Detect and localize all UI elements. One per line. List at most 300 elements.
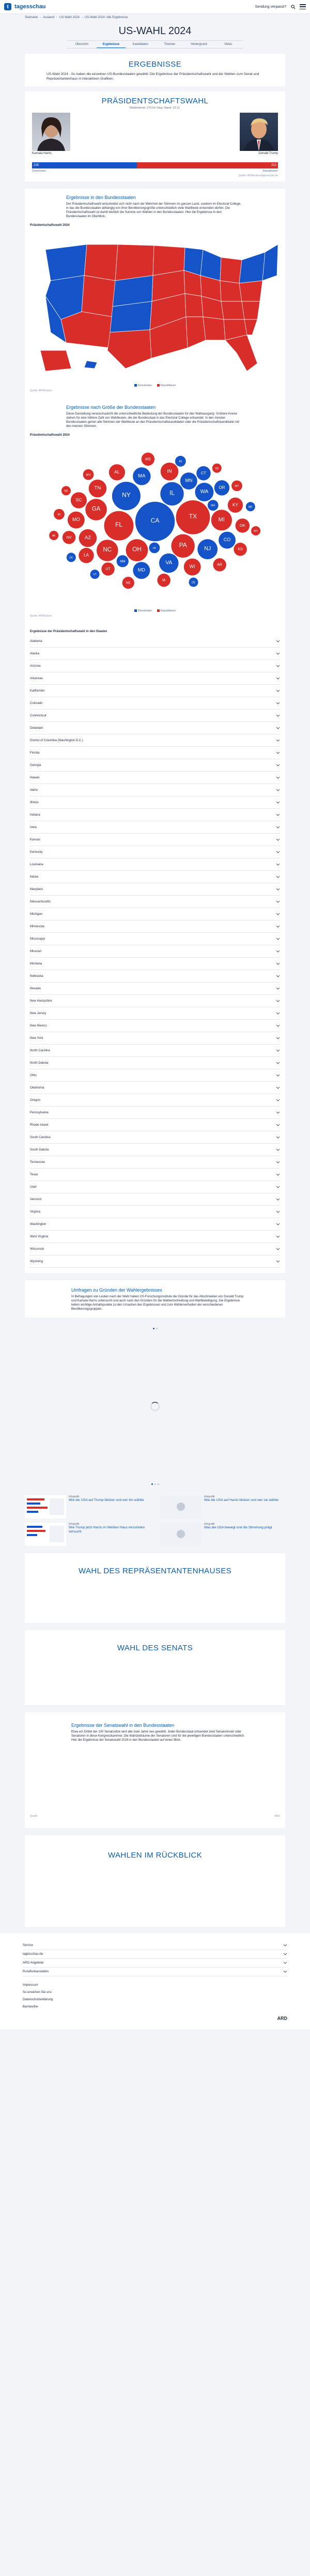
slider-dot[interactable] <box>154 1483 156 1485</box>
state-accordion-row[interactable] <box>30 1144 280 1156</box>
rep-candidate-name: Donald Trump <box>258 152 278 155</box>
senat-heading: WAHL DES SENATS <box>117 1644 193 1652</box>
state-bubble-label: VT <box>93 573 97 577</box>
footer-link-datenschutz[interactable]: Datenschutzerklärung <box>23 1998 53 2001</box>
breadcrumb-separator: › <box>40 16 41 19</box>
chevron-down-icon[interactable] <box>276 726 280 730</box>
slider-dot-active[interactable] <box>153 1328 154 1329</box>
chevron-down-icon[interactable] <box>283 1952 287 1956</box>
state-accordion-row[interactable] <box>30 1243 280 1255</box>
chevron-down-icon[interactable] <box>276 788 280 792</box>
state-name: Missouri <box>30 949 42 953</box>
state-accordion-row[interactable] <box>30 846 280 858</box>
state-name: Wyoming <box>30 1260 43 1263</box>
state-accordion-row[interactable] <box>30 1119 280 1131</box>
teaser-kicker: Infografik <box>69 1523 80 1526</box>
praesidentschaftswahl-subline: Wahlmänner, 270 für Sieg, Stand: 12.11. <box>129 106 181 110</box>
state-name: Vermont <box>30 1198 42 1201</box>
state-bubble-label: FL <box>115 521 123 529</box>
senat-card <box>25 1630 285 1705</box>
ard-logo[interactable]: ARD <box>277 2016 287 2021</box>
state-bubble-label: NM <box>120 559 126 563</box>
senat-chart-area <box>30 1742 280 1815</box>
repraesentantenhaus-widget-area <box>25 1587 285 1623</box>
groesse-title: Ergebnisse nach Größe der Bundesstaaten <box>66 405 156 410</box>
teaser-title[interactable]: Wie Trump jetzt Harris im Weißen Haus einzuholen versucht <box>69 1526 145 1534</box>
state-accordion-row[interactable] <box>30 1069 280 1082</box>
state-bubble-label: WY <box>254 530 258 533</box>
search-label[interactable]: Sendung verpasst? <box>255 5 286 9</box>
state-accordion-row[interactable] <box>30 635 280 648</box>
teaser-item[interactable] <box>25 1523 150 1546</box>
state-name: Hawaii <box>30 776 40 779</box>
state-name: Rhode Island <box>30 1123 49 1127</box>
dem-electoral-votes: 226 <box>32 162 137 168</box>
breadcrumb-current: US-Wahl 2024: Alle Ergebnisse <box>84 16 128 19</box>
chevron-down-icon[interactable] <box>283 1943 287 1948</box>
state-bubble-label: ID <box>57 513 61 517</box>
teaser-title[interactable]: Wie die USA auf Trump blicken und wer ihn wählte <box>69 1498 144 1502</box>
candidates <box>30 113 280 162</box>
state-name: Oklahoma <box>30 1086 44 1090</box>
state-accordion-row[interactable] <box>30 772 280 784</box>
state-name: District of Columbia (Washington D.C.) <box>30 739 83 742</box>
state-accordion-row[interactable] <box>30 734 280 747</box>
state-bubble-label: NH <box>211 504 215 508</box>
breadcrumb-separator: › <box>56 16 58 19</box>
electoral-vote-bar <box>32 162 278 168</box>
chevron-down-icon[interactable] <box>276 652 280 656</box>
state-bubble-label: NJ <box>204 545 211 552</box>
chevron-down-icon[interactable] <box>276 1148 280 1152</box>
state-bubble-label: IL <box>169 489 175 497</box>
tab-ergebnisse[interactable]: Ergebnisse <box>97 41 126 48</box>
chevron-down-icon[interactable] <box>276 875 280 879</box>
state-accordion-row[interactable] <box>30 1094 280 1107</box>
chevron-down-icon[interactable] <box>276 1260 280 1264</box>
breadcrumb-separator: › <box>81 16 83 19</box>
state-name: Tennessee <box>30 1160 45 1164</box>
teaser-title[interactable]: Wie die USA auf Harris blicken und wer sie wählte <box>204 1498 279 1502</box>
chevron-down-icon[interactable] <box>276 763 280 768</box>
state-accordion-row[interactable] <box>30 821 280 834</box>
state-accordion-row[interactable] <box>30 1156 280 1169</box>
state-bubble-label: WV <box>86 473 91 477</box>
state-accordion-row[interactable] <box>30 722 280 734</box>
state-bubble-label: AZ <box>84 535 91 541</box>
chevron-down-icon[interactable] <box>276 1111 280 1115</box>
state-accordion-row[interactable] <box>30 1045 280 1057</box>
state-bubble-label: MT <box>235 484 239 488</box>
teaser-item[interactable] <box>160 1495 285 1519</box>
chevron-down-icon[interactable] <box>276 887 280 892</box>
chevron-down-icon[interactable] <box>276 1136 280 1140</box>
chevron-down-icon[interactable] <box>276 900 280 904</box>
state-name: Michigan <box>30 912 43 916</box>
state-bubble-label: MS <box>145 457 151 462</box>
state-name: Kalifornien <box>30 689 45 693</box>
state-accordion-row[interactable] <box>30 747 280 759</box>
state-name: Delaware <box>30 726 43 730</box>
state-bubble-label: OH <box>132 545 142 553</box>
state-bubble-label: MI <box>218 516 225 523</box>
state-bubble-label: HI <box>153 546 156 550</box>
state-name: Utah <box>30 1185 37 1189</box>
state-bubble-label: MN <box>185 478 193 483</box>
page-title: US-WAHL 2024 <box>118 25 192 37</box>
state-accordion-row[interactable] <box>30 1181 280 1193</box>
state-name: Massachusetts <box>30 900 51 903</box>
legend-rep-label: Republikaner <box>160 384 176 387</box>
state-name: New Mexico <box>30 1024 47 1028</box>
bubble-legend <box>25 609 285 612</box>
state-accordion-row[interactable] <box>30 1032 280 1045</box>
menu-icon[interactable] <box>300 4 306 9</box>
footer-section[interactable] <box>23 1941 287 1950</box>
state-name: Connecticut <box>30 714 47 717</box>
state-accordion-row[interactable] <box>30 958 280 970</box>
bundesstaaten-text: Der Präsidentschaftswahl entscheidet sich nicht nach der Mehrheit der Stimmen im ganzen Land, sondern im Electoral College, in das die Bundesstaaten abhängig von ihrer Bevölkerungsgröße unterschiedlich viele Wahlleute entsenden dürfen. Die Präsidentschaftswahl ist damit letztlich die Summe von Wahlen in den Bundesstaaten. Hier die Ergebnisse in den Bundesstaaten im Überblick. <box>66 203 241 218</box>
chevron-down-icon[interactable] <box>276 825 280 830</box>
praesidentschaftswahl-heading: PRÄSIDENTSCHAFTSWAHL <box>101 97 209 105</box>
state-bubble-label: OK <box>239 523 245 528</box>
footer-section[interactable] <box>23 1968 287 1976</box>
source-note: Quelle: AP/Reuters/tagesschau.de <box>238 174 278 177</box>
state-bubble-label: MO <box>72 517 80 523</box>
teaser-kicker: Infografik <box>204 1495 215 1498</box>
state-name: Colorado <box>30 701 43 705</box>
chevron-down-icon[interactable] <box>276 949 280 954</box>
states-accordion <box>25 635 285 1268</box>
umfragen-text: In Befragungen von Leuten nach der Wahl haben US-Forschungsinstitute die Gründe für das Abschneiden von Donald Trump und Kamala Harris untersucht und auch nach den Gründen für die Wahlentscheidung und Wahlbeteiligung. Die Ergebnisse liefern wichtige Anhaltspunkte zu den Ursachen des Ergebnisses und zum Wählerverhalten der verschiedenen Bevölkerungsgruppen. <box>71 1295 243 1311</box>
teaser-image-placeholder <box>160 1523 202 1546</box>
state-name: Kentucky <box>30 850 43 854</box>
state-accordion-row[interactable] <box>30 1082 280 1094</box>
chevron-down-icon[interactable] <box>276 1210 280 1214</box>
bubble-legend-rep <box>157 609 176 612</box>
state-name: Arkansas <box>30 677 43 680</box>
groesse-text: Diese Darstellung veranschaulicht die unterschiedliche Bedeutung der Bundesstaaten für den Wahlausgang: Größere Kreise stehen für eine höhere Zahl von Wahlleuten, die der Bundesstaat in das Electoral College entsendet. In den meisten Bundesstaaten gehen alle Stimmen der Wahlleute an den Präsidentschaftskandidaten oder die Präsidentschaftskandidatin mit den meisten Stimmen. <box>66 412 239 428</box>
state-accordion-row[interactable] <box>30 1020 280 1032</box>
state-name: South Dakota <box>30 1148 49 1152</box>
bubble-legend-rep-label: Republikaner <box>160 609 176 612</box>
state-name: Maine <box>30 875 39 879</box>
state-name: Kansas <box>30 838 41 841</box>
tab-themen[interactable]: Themen <box>164 43 176 46</box>
state-accordion-row[interactable] <box>30 1007 280 1020</box>
chevron-down-icon[interactable] <box>276 677 280 681</box>
repraesentantenhaus-card <box>25 1553 285 1623</box>
state-accordion-row[interactable] <box>30 1057 280 1069</box>
state-bubble-label: PA <box>179 541 187 549</box>
chevron-down-icon[interactable] <box>276 1198 280 1202</box>
state-accordion-row[interactable] <box>30 1206 280 1218</box>
teaser-image-placeholder <box>160 1495 202 1519</box>
legend-rep-swatch <box>157 384 160 387</box>
state-accordion-row[interactable] <box>30 883 280 896</box>
state-name: Texas <box>30 1173 38 1176</box>
chevron-down-icon[interactable] <box>276 850 280 854</box>
state-accordion-row[interactable] <box>30 871 280 883</box>
bubble-legend-rep-swatch <box>157 609 160 612</box>
teaser-item[interactable] <box>160 1523 285 1546</box>
main-content <box>25 25 285 1927</box>
chevron-down-icon[interactable] <box>276 689 280 693</box>
teaser-infographic-image <box>25 1523 66 1546</box>
chevron-down-icon[interactable] <box>276 962 280 966</box>
legend-dem-swatch <box>134 384 137 387</box>
teaser-item[interactable] <box>25 1495 150 1519</box>
bubble-legend-dem-swatch <box>134 609 137 612</box>
chevron-down-icon[interactable] <box>276 1061 280 1065</box>
chevron-down-icon[interactable] <box>276 1123 280 1127</box>
chevron-down-icon[interactable] <box>276 751 280 755</box>
state-bubble-label: AK <box>52 534 56 538</box>
state-bubble-label: NC <box>103 547 112 554</box>
state-bubble-label: NV <box>66 535 72 540</box>
brand-name[interactable]: tagesschau <box>14 4 46 10</box>
state-name: Iowa <box>30 825 37 829</box>
chevron-down-icon[interactable] <box>276 1036 280 1040</box>
slider-pagination-2 <box>25 1483 285 1485</box>
chevron-down-icon[interactable] <box>276 1173 280 1177</box>
chevron-down-icon[interactable] <box>276 701 280 706</box>
state-name: Nevada <box>30 987 41 990</box>
state-name: Minnesota <box>30 925 44 928</box>
chevron-down-icon[interactable] <box>276 639 280 643</box>
tab-hintergrund[interactable]: Hintergrund <box>191 43 207 46</box>
state-name: New Jersey <box>30 1011 47 1015</box>
tagesschau-logo-icon[interactable]: t <box>4 3 11 10</box>
footer-link-kontakt[interactable]: So erreichen Sie uns <box>23 1991 52 1994</box>
tab-video[interactable]: Video <box>224 43 233 46</box>
slider-dot[interactable] <box>158 1483 159 1485</box>
chevron-down-icon[interactable] <box>276 801 280 805</box>
groesse-card <box>25 398 285 624</box>
chevron-down-icon[interactable] <box>276 1235 280 1239</box>
chevron-down-icon[interactable] <box>276 912 280 916</box>
state-name: Georgia <box>30 763 41 767</box>
state-accordion-row[interactable] <box>30 648 280 660</box>
state-accordion-row[interactable] <box>30 983 280 995</box>
state-name: West Virginia <box>30 1235 49 1238</box>
senat-source: Quelle: <box>30 1815 38 1818</box>
bundesstaaten-title: Ergebnisse in den Bundesstaaten <box>66 195 136 200</box>
bubble-legend-dem-label: Demokraten <box>137 609 152 612</box>
praesidentschaftswahl-card <box>25 91 285 181</box>
chevron-down-icon[interactable] <box>276 1074 280 1078</box>
state-accordion-row[interactable] <box>30 834 280 846</box>
footer-link-barrierefrei[interactable]: Barrierefrei <box>23 2005 38 2008</box>
state-accordion-row[interactable] <box>30 896 280 908</box>
state-accordion-row[interactable] <box>30 710 280 722</box>
footer-link-impressum[interactable]: Impressum <box>23 1984 38 1987</box>
state-accordion-row[interactable] <box>30 908 280 921</box>
state-accordion-row[interactable] <box>30 784 280 796</box>
teaser-kicker: Infografik <box>69 1495 80 1498</box>
state-bubble-label: NY <box>122 491 131 499</box>
state-bubble-label: CT <box>200 470 207 476</box>
legend-rep <box>157 384 176 387</box>
senat-widget-area <box>25 1664 285 1705</box>
bundesstaaten-card <box>25 189 285 398</box>
map-chart-label: Präsidentschaftswahl 2024 <box>30 224 70 227</box>
state-accordion-row[interactable] <box>30 1169 280 1181</box>
chevron-down-icon[interactable] <box>276 987 280 991</box>
page-footer <box>0 1933 310 2029</box>
teaser-grid <box>25 1495 285 1546</box>
footer-section[interactable] <box>23 1950 287 1959</box>
state-name: Florida <box>30 751 40 755</box>
state-accordion-row[interactable] <box>30 796 280 809</box>
state-accordion-row[interactable] <box>30 672 280 685</box>
bubble-source: Quelle: AP/Reuters <box>30 615 52 618</box>
state-accordion-row[interactable] <box>30 970 280 983</box>
chevron-down-icon[interactable] <box>276 1011 280 1016</box>
chevron-down-icon[interactable] <box>276 664 280 668</box>
rep-electoral-votes: 312 <box>137 162 278 168</box>
breadcrumb-item[interactable]: US-Wahl 2024 <box>59 16 80 19</box>
repraesentantenhaus-heading: WAHL DES REPRÄSENTANTENHAUSES <box>78 1567 232 1575</box>
map-legend <box>25 384 285 387</box>
chevron-down-icon[interactable] <box>276 1024 280 1028</box>
state-accordion-row[interactable] <box>30 685 280 697</box>
bubble-chart-svg <box>30 439 280 599</box>
state-bubble-label: GA <box>91 505 101 512</box>
state-accordion-row[interactable] <box>30 858 280 871</box>
state-name: Wisconsin <box>30 1247 44 1251</box>
ard-logo-small: ARD <box>274 1815 280 1818</box>
state-accordion-row[interactable] <box>30 995 280 1007</box>
state-bubble-label: VA <box>165 560 173 566</box>
chevron-down-icon[interactable] <box>276 937 280 941</box>
state-accordion-row[interactable] <box>30 1107 280 1119</box>
chevron-down-icon[interactable] <box>276 925 280 929</box>
chevron-down-icon[interactable] <box>276 1247 280 1251</box>
state-name: Virginia <box>30 1210 40 1214</box>
state-accordion-row[interactable] <box>30 660 280 672</box>
state-accordion-row[interactable] <box>30 809 280 821</box>
rueckblick-heading: WAHLEN IM RÜCKBLICK <box>107 1851 203 1860</box>
state-name: Indiana <box>30 813 40 817</box>
chevron-down-icon[interactable] <box>276 1185 280 1189</box>
chevron-down-icon[interactable] <box>276 813 280 817</box>
state-accordion-row[interactable] <box>30 933 280 945</box>
state-name: North Carolina <box>30 1049 50 1052</box>
us-map[interactable] <box>30 229 280 384</box>
state-accordion-row[interactable] <box>30 759 280 772</box>
state-name: Nebraska <box>30 974 43 978</box>
chevron-down-icon[interactable] <box>276 863 280 867</box>
breadcrumb-item[interactable]: Startseite <box>25 16 38 19</box>
slider-pagination <box>25 1328 285 1329</box>
senat-results-card <box>25 1712 285 1828</box>
state-bubble-label: AL <box>114 469 120 474</box>
footer-section-label: Service <box>23 1944 34 1947</box>
ergebnisse-heading: ERGEBNISSE <box>128 60 182 69</box>
state-bubble-label: MD <box>137 567 145 573</box>
legend-dem-label: Demokraten <box>137 384 152 387</box>
chevron-down-icon[interactable] <box>283 1961 287 1965</box>
state-bubble-label: MA <box>138 473 146 479</box>
state-bubble-label: IA <box>162 578 166 582</box>
bubble-chart[interactable] <box>30 439 280 609</box>
state-bubble-label: SC <box>75 497 82 502</box>
chevron-down-icon[interactable] <box>276 974 280 978</box>
chevron-down-icon[interactable] <box>276 714 280 718</box>
state-name: Idaho <box>30 788 38 792</box>
chevron-down-icon[interactable] <box>276 999 280 1003</box>
chevron-down-icon[interactable] <box>276 1160 280 1164</box>
breadcrumb <box>0 14 310 21</box>
slider-dot[interactable] <box>156 1328 158 1329</box>
tab-uebersicht[interactable]: Übersicht <box>75 43 88 46</box>
chevron-down-icon[interactable] <box>283 1970 287 1974</box>
chevron-down-icon[interactable] <box>276 739 280 743</box>
chevron-down-icon[interactable] <box>276 838 280 842</box>
state-accordion-row[interactable] <box>30 921 280 933</box>
footer-section-label: tagesschau.de <box>23 1953 43 1956</box>
state-name: North Dakota <box>30 1061 49 1065</box>
states-table-title: Ergebnisse der Präsidentschaftswahl in den Staaten <box>30 630 107 633</box>
ergebnisse-intro: US-Wahl 2024 - So haben die einzelnen US-Bundesstaaten gewählt: Die Ergebnisse der Präsidentschaftswahl und der Wahlen zum Senat und Repräsentantenhaus in interaktiven Grafiken. <box>47 72 259 81</box>
state-bubble-label: ND <box>64 489 68 493</box>
state-bubble-label: LA <box>84 553 89 558</box>
dem-candidate-name: Kamala Harris <box>32 152 52 155</box>
state-accordion-row[interactable] <box>30 1255 280 1268</box>
state-bubble-label: SD <box>215 467 219 470</box>
state-accordion-row[interactable] <box>30 1193 280 1206</box>
state-bubble-label: KY <box>233 502 238 508</box>
senat-text: Etwa ein Drittel der 100 Senatssitze wird alle zwei Jahre neu gewählt. Jeder Bundesstaat entsendet zwei Senatorinnen oder Senatoren in diese Kongresskammer. Die Wahlzeiträume der Senatoren sind für die jeweiligen Bundesstaaten unterschiedlich. Hier die Ergebnisse der Senatswahl 2024 in den Bundesstaaten auf einen Blick. <box>71 1730 245 1742</box>
chevron-down-icon[interactable] <box>276 1222 280 1226</box>
slider-dot-active[interactable] <box>151 1483 153 1485</box>
state-bubble-label: IN <box>167 468 172 474</box>
state-bubble-label: AR <box>217 563 223 567</box>
rueckblick-card <box>25 1835 285 1927</box>
breadcrumb-item[interactable]: Ausland <box>43 16 55 19</box>
state-bubble-label: RI <box>179 460 182 464</box>
state-name: New Hampshire <box>30 999 52 1003</box>
chevron-down-icon[interactable] <box>276 776 280 780</box>
state-bubble-label: CA <box>150 517 160 524</box>
footer-section[interactable] <box>23 1959 287 1968</box>
state-accordion-row[interactable] <box>30 1218 280 1231</box>
state-name: Maryland <box>30 887 43 891</box>
state-bubble-label: TN <box>94 485 101 492</box>
state-name: Alabama <box>30 639 42 643</box>
dem-party-label: Demokraten <box>32 170 47 173</box>
search-icon[interactable] <box>290 4 296 9</box>
state-accordion-row[interactable] <box>30 697 280 710</box>
state-accordion-row[interactable] <box>30 1131 280 1144</box>
state-bubble-label: KS <box>238 547 243 551</box>
umfragen-card <box>25 1280 285 1317</box>
state-name: Montana <box>30 962 42 965</box>
teaser-title[interactable]: Was die USA bewegt und die Stimmung prägt <box>204 1526 272 1529</box>
teaser-kicker: Infografik <box>204 1523 215 1526</box>
chevron-down-icon[interactable] <box>276 1086 280 1090</box>
chevron-down-icon[interactable] <box>276 1049 280 1053</box>
senat-title: Ergebnisse der Senatswahl in den Bundesstaaten <box>71 1723 175 1728</box>
state-accordion-row[interactable] <box>30 1231 280 1243</box>
chevron-down-icon[interactable] <box>276 1098 280 1102</box>
state-name: New York <box>30 1036 43 1040</box>
tab-kandidaten[interactable]: Kandidaten <box>132 43 148 46</box>
state-accordion-row[interactable] <box>30 945 280 958</box>
top-navigation-bar <box>0 0 310 14</box>
states-results-card <box>25 624 285 1273</box>
